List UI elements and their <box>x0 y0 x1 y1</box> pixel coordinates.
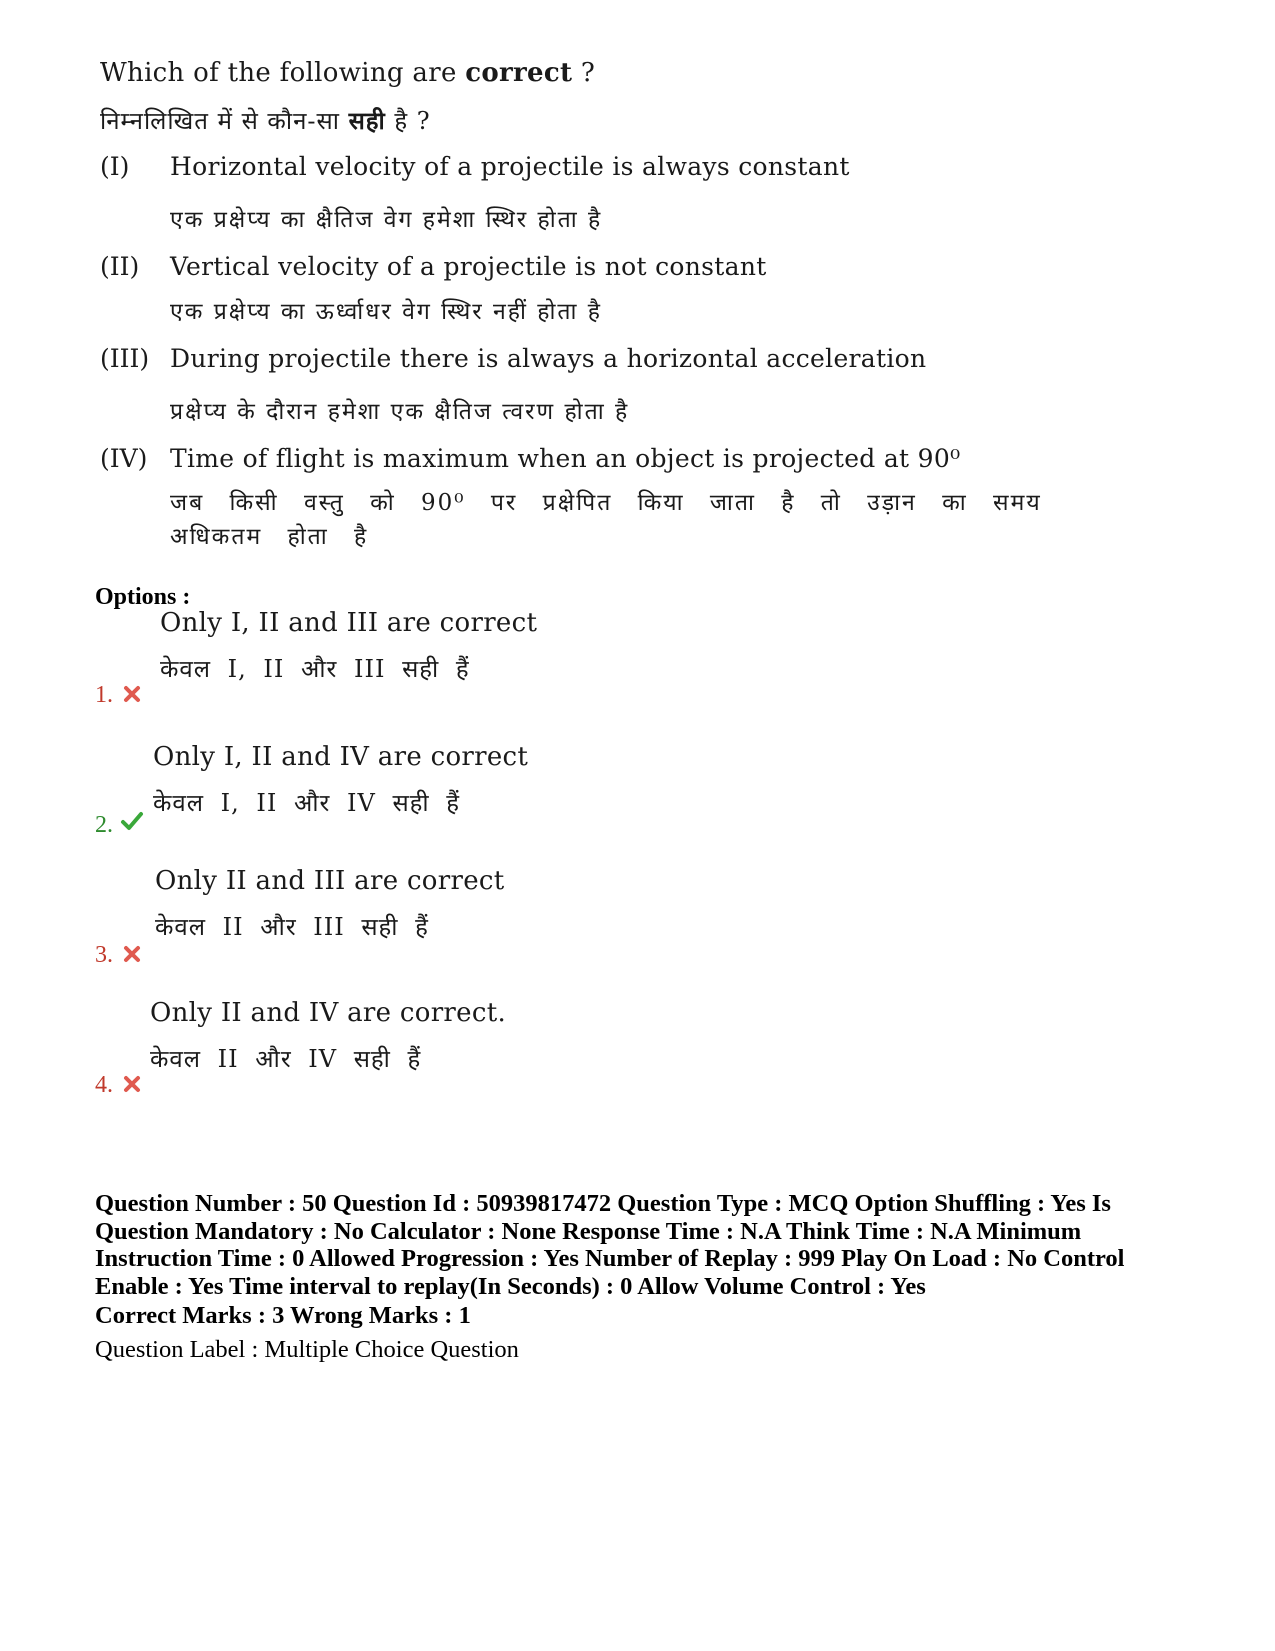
option-number: 3. <box>95 942 113 968</box>
statement-text-en: Vertical velocity of a projectile is not constant <box>170 252 767 281</box>
statement-text-hi: एक प्रक्षेप्य का क्षैतिज वेग हमेशा स्थिर होता है <box>170 207 603 233</box>
statement-number: (IV) <box>100 444 148 473</box>
option-text-en: Only I, II and III are correct <box>160 608 538 638</box>
question-metadata: Question Number : 50 Question Id : 50939817472 Question Type : MCQ Option Shuffling : Yes Is Question Mandatory : No Calculator : None Response Time : N.A Think Time : N.A Minimum Instruction Time : 0 Allowed Progression : Yes Number of Replay : 999 Play On Load : No Control Enable : Yes Time interval to replay(In Seconds) : 0 Allow Volume Control : Yes <box>95 1190 1125 1300</box>
statement-text-en: Time of flight is maximum when an object is projected at 90⁰ <box>170 444 961 473</box>
question-label: Question Label : Multiple Choice Question <box>95 1336 519 1363</box>
cross-icon <box>122 1074 142 1094</box>
statement-text-hi: एक प्रक्षेप्य का ऊर्ध्वाधर वेग स्थिर नहीं होता है <box>170 299 603 325</box>
statement-number: (III) <box>100 344 150 373</box>
statement-number: (I) <box>100 152 130 181</box>
question-prompt-en: Which of the following are correct ? <box>100 58 596 88</box>
statement-number: (II) <box>100 252 140 281</box>
option-number: 1. <box>95 682 113 708</box>
option-text-hi: केवल I, II और IV सही हैं <box>153 789 460 817</box>
option-text-hi: केवल I, II और III सही हैं <box>160 655 470 683</box>
options-heading: Options : <box>95 584 191 610</box>
option-text-hi: केवल II और III सही हैं <box>155 913 429 941</box>
cross-icon <box>122 944 142 964</box>
option-number: 2. <box>95 812 113 838</box>
option-text-en: Only II and IV are correct. <box>150 998 507 1028</box>
marks-info: Correct Marks : 3 Wrong Marks : 1 <box>95 1302 471 1329</box>
statement-text-en: Horizontal velocity of a projectile is always constant <box>170 152 850 181</box>
check-icon <box>120 810 144 832</box>
option-text-en: Only I, II and IV are correct <box>153 742 529 772</box>
option-text-en: Only II and III are correct <box>155 866 505 896</box>
statement-text-hi: प्रक्षेप्य के दौरान हमेशा एक क्षैतिज त्वरण होता है <box>170 399 630 425</box>
statement-text-en: During projectile there is always a horizontal acceleration <box>170 344 927 373</box>
question-prompt-hi: निम्नलिखित में से कौन-सा सही है ? <box>100 106 431 135</box>
option-text-hi: केवल II और IV सही हैं <box>150 1045 422 1073</box>
option-number: 4. <box>95 1072 113 1098</box>
statement-text-hi: जब किसी वस्तु को 90⁰ पर प्रक्षेपित किया जाता है तो उड़ान का समय अधिकतम होता है <box>170 490 1042 550</box>
cross-icon <box>122 684 142 704</box>
